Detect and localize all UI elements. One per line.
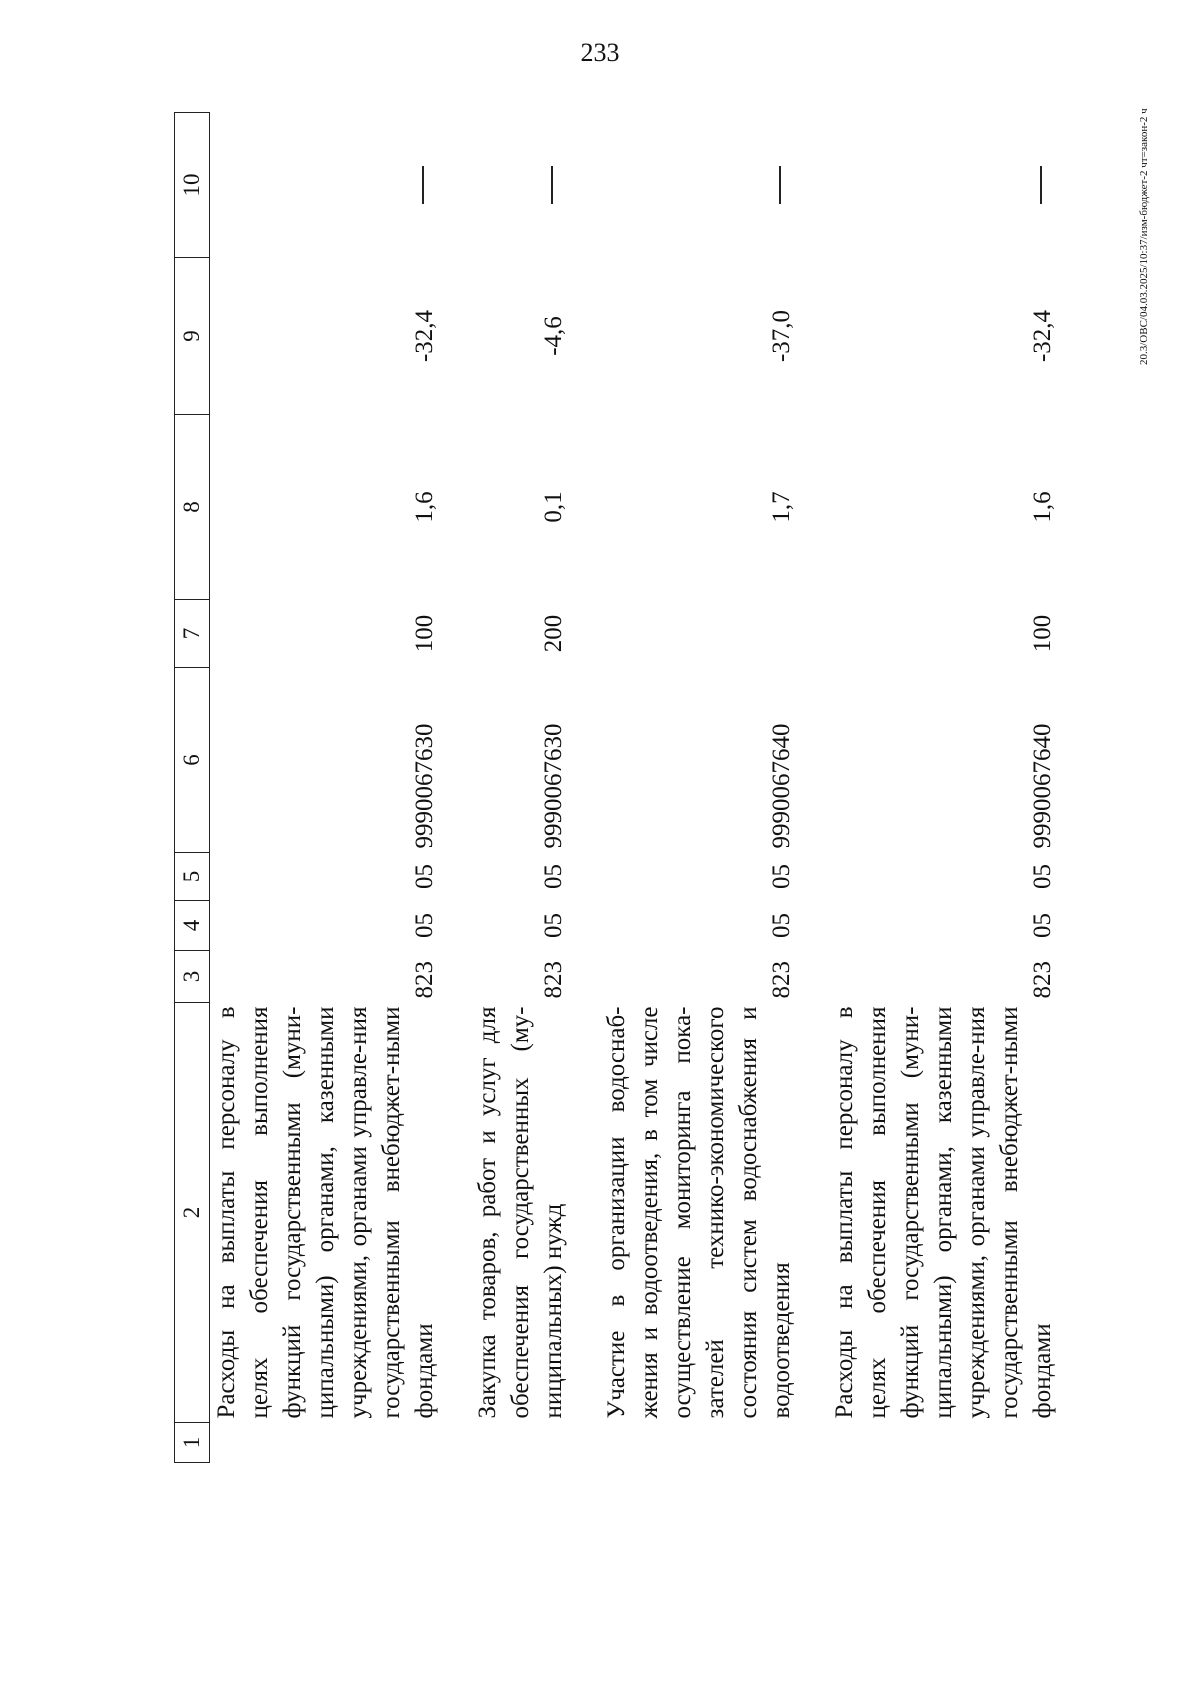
column-header: 7 [175, 600, 210, 668]
cell-code-5: 05 [768, 864, 795, 889]
column-header: 3 [175, 951, 210, 1003]
cell-code-4: 05 [411, 913, 438, 938]
table-row [828, 113, 1059, 1463]
cell-code-3: 823 [768, 961, 795, 999]
cell-value-8: 1,6 [1029, 491, 1056, 523]
cell-code-5: 05 [1029, 864, 1056, 889]
budget-table [174, 112, 1059, 1463]
table-header-row [175, 113, 210, 1463]
cell-code-5: 05 [411, 864, 438, 889]
cell-value-10 [471, 113, 570, 258]
footer-document-code: 20.3/ОВС/04.03.2025/10:37/изм-бюджет-2 чт=закон-2 ч [1138, 108, 1150, 365]
cell-expense-type [600, 600, 798, 668]
cell-value-10 [600, 113, 798, 258]
cell-target-article: 9990067640 [1029, 723, 1056, 849]
cell-value-8: 1,6 [411, 491, 438, 523]
cell-code-5: 05 [540, 864, 567, 889]
table-row [600, 113, 798, 1463]
expense-description: Закупка товаров, работ и услуг для обеспечения государственных (му-ниципальных) нужд [474, 1006, 567, 1419]
column-header: 4 [175, 901, 210, 951]
cell-value-9: -37,0 [768, 309, 795, 363]
cell-target-article: 9990067640 [768, 723, 795, 849]
dash-mark [1040, 166, 1042, 204]
table-row [210, 113, 442, 1463]
cell-target-article: 9990067630 [411, 723, 438, 849]
cell-expense-type: 200 [540, 614, 567, 653]
expense-description: Расходы на выплаты персоналу в целях обеспечения выполнения функций государственными (муни-ципальными) органами, казенными учреждениями, органами управле-ния государственными внебюджет-ными фондами [831, 1006, 1056, 1419]
cell-value-10 [828, 113, 1059, 258]
cell-code-3: 823 [411, 961, 438, 999]
dash-mark [779, 166, 781, 204]
column-header: 5 [175, 853, 210, 901]
page-number: 233 [580, 38, 620, 67]
expense-description: Расходы на выплаты персоналу в целях обеспечения выполнения функций государственными (муни-ципальными) органами, казенными учреждениями, органами управле-ния государственными внебюджет-ными фондами [213, 1006, 438, 1419]
cell-value-9: -32,4 [1029, 309, 1056, 363]
cell-code-3: 823 [1029, 961, 1056, 999]
cell-code-4: 05 [1029, 913, 1056, 938]
dash-mark [422, 166, 424, 204]
column-header: 8 [175, 415, 210, 600]
rotated-table-container [174, 113, 1104, 1463]
cell-value-8: 0,1 [540, 491, 567, 523]
column-header: 1 [175, 1423, 210, 1463]
expense-description: Участие в организации водоснаб-жения и водоотведения, в том числе осуществление мониторинга пока-зателей технико-экономического состояния систем водоснабжения и водоотведения [603, 1006, 795, 1419]
column-header: 2 [175, 1003, 210, 1423]
cell-target-article: 9990067630 [540, 723, 567, 849]
column-header: 9 [175, 258, 210, 415]
dash-mark [551, 166, 553, 204]
cell-code-4: 05 [768, 913, 795, 938]
column-header: 6 [175, 668, 210, 853]
cell-value-9: -4,6 [540, 316, 567, 356]
cell-code-4: 05 [540, 913, 567, 938]
cell-expense-type: 100 [411, 614, 438, 653]
cell-value-8: 1,7 [768, 491, 795, 523]
column-header: 10 [175, 113, 210, 258]
cell-value-10 [210, 113, 442, 258]
table-row [471, 113, 570, 1463]
cell-expense-type: 100 [1029, 614, 1056, 653]
cell-code-3: 823 [540, 961, 567, 999]
cell-value-9: -32,4 [411, 309, 438, 363]
